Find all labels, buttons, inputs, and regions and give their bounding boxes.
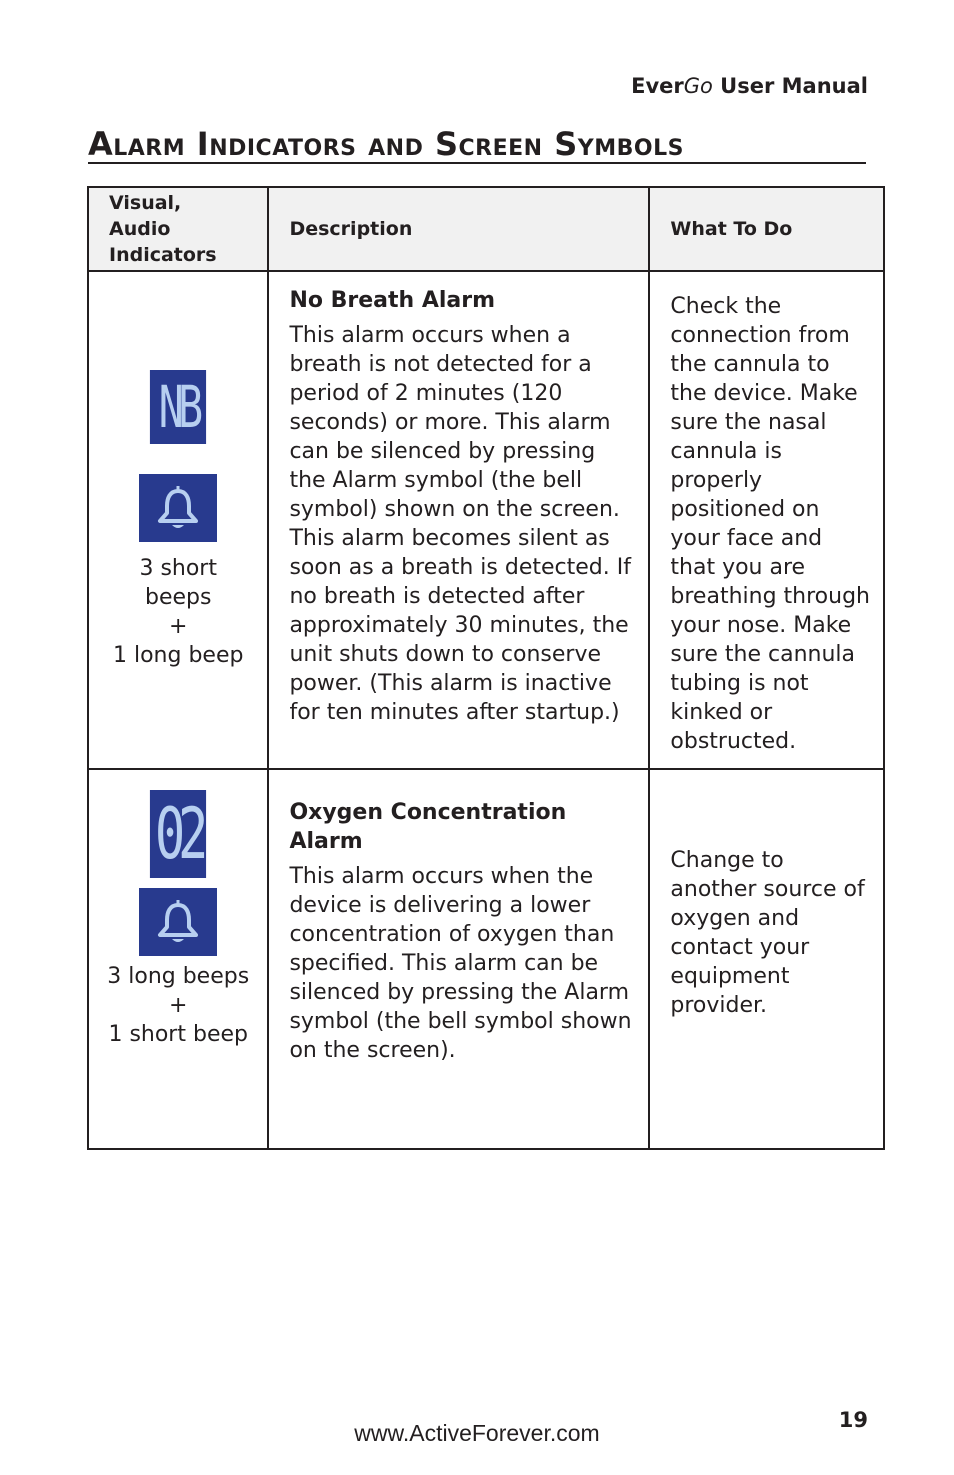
screen-code: NB: [158, 372, 198, 441]
header-visual-audio: Visual, Audio Indicators: [88, 187, 268, 271]
beep-plus: +: [169, 993, 188, 1018]
bell-icon: [139, 888, 217, 956]
alarm-description: This alarm occurs when a breath is not detected for a period of 2 minutes (120 seconds) or more. This alarm can be silenced by pressing the Alarm symbol (the bell symbol) shown on the screen. This alarm becomes silent as soon as a breath is detected. If no breath is detected after approximately 30 minutes, the unit shuts down to conserve power. (This alarm is inactive for ten minutes after startup.): [289, 323, 631, 725]
table-row: [88, 271, 884, 769]
what-to-do-text: Change to another source of oxygen and contact your equipment provider.: [670, 848, 865, 1018]
nb-screen-icon: [150, 370, 206, 444]
beep-line: 3 short: [139, 556, 217, 581]
alarm-title: No Breath Alarm: [289, 288, 496, 313]
table-row: [88, 769, 884, 1149]
header-description: Description: [268, 187, 649, 271]
screen-code: 02: [155, 792, 202, 875]
brand-rest: User Manual: [712, 74, 868, 98]
header-what-to-do: What To Do: [649, 187, 884, 271]
footer-url: www.ActiveForever.com: [354, 1420, 600, 1446]
beep-line: beeps: [144, 585, 212, 610]
alarm-description: This alarm occurs when the device is delivering a lower concentration of oxygen than specified. This alarm can be silenced by pressing the Alarm symbol (the bell symbol shown on the screen).: [289, 864, 632, 1063]
brand-ever: Ever: [631, 74, 684, 98]
what-to-do-cell: [649, 271, 884, 769]
what-to-do-text: Check the connection from the cannula to the device. Make sure the nasal cannula is properly positioned on your face and that you are breathing through your nose. Make sure the cannula tubing is not kinked or obstructed.: [670, 294, 870, 754]
table-header-row: [88, 187, 884, 271]
alarm-title: Oxygen Concentration Alarm: [289, 800, 567, 854]
manual-title: [631, 74, 868, 98]
section-title: Alarm Indicators and Screen Symbols: [88, 126, 866, 164]
visual-audio-cell: [88, 271, 268, 769]
page-number: 19: [838, 1408, 868, 1432]
brand-go: Go: [683, 74, 713, 98]
alarm-table: [87, 186, 885, 1150]
beep-line: 3 long beeps: [107, 964, 250, 989]
bell-icon: [139, 474, 217, 542]
beep-line: 1 short beep: [108, 1022, 248, 1047]
description-cell: [268, 769, 649, 1149]
beep-plus: +: [169, 614, 188, 639]
visual-audio-cell: [88, 769, 268, 1149]
beep-line: 1 long beep: [112, 643, 244, 668]
o2-screen-icon: [150, 790, 206, 878]
description-cell: [268, 271, 649, 769]
what-to-do-cell: [649, 769, 884, 1149]
